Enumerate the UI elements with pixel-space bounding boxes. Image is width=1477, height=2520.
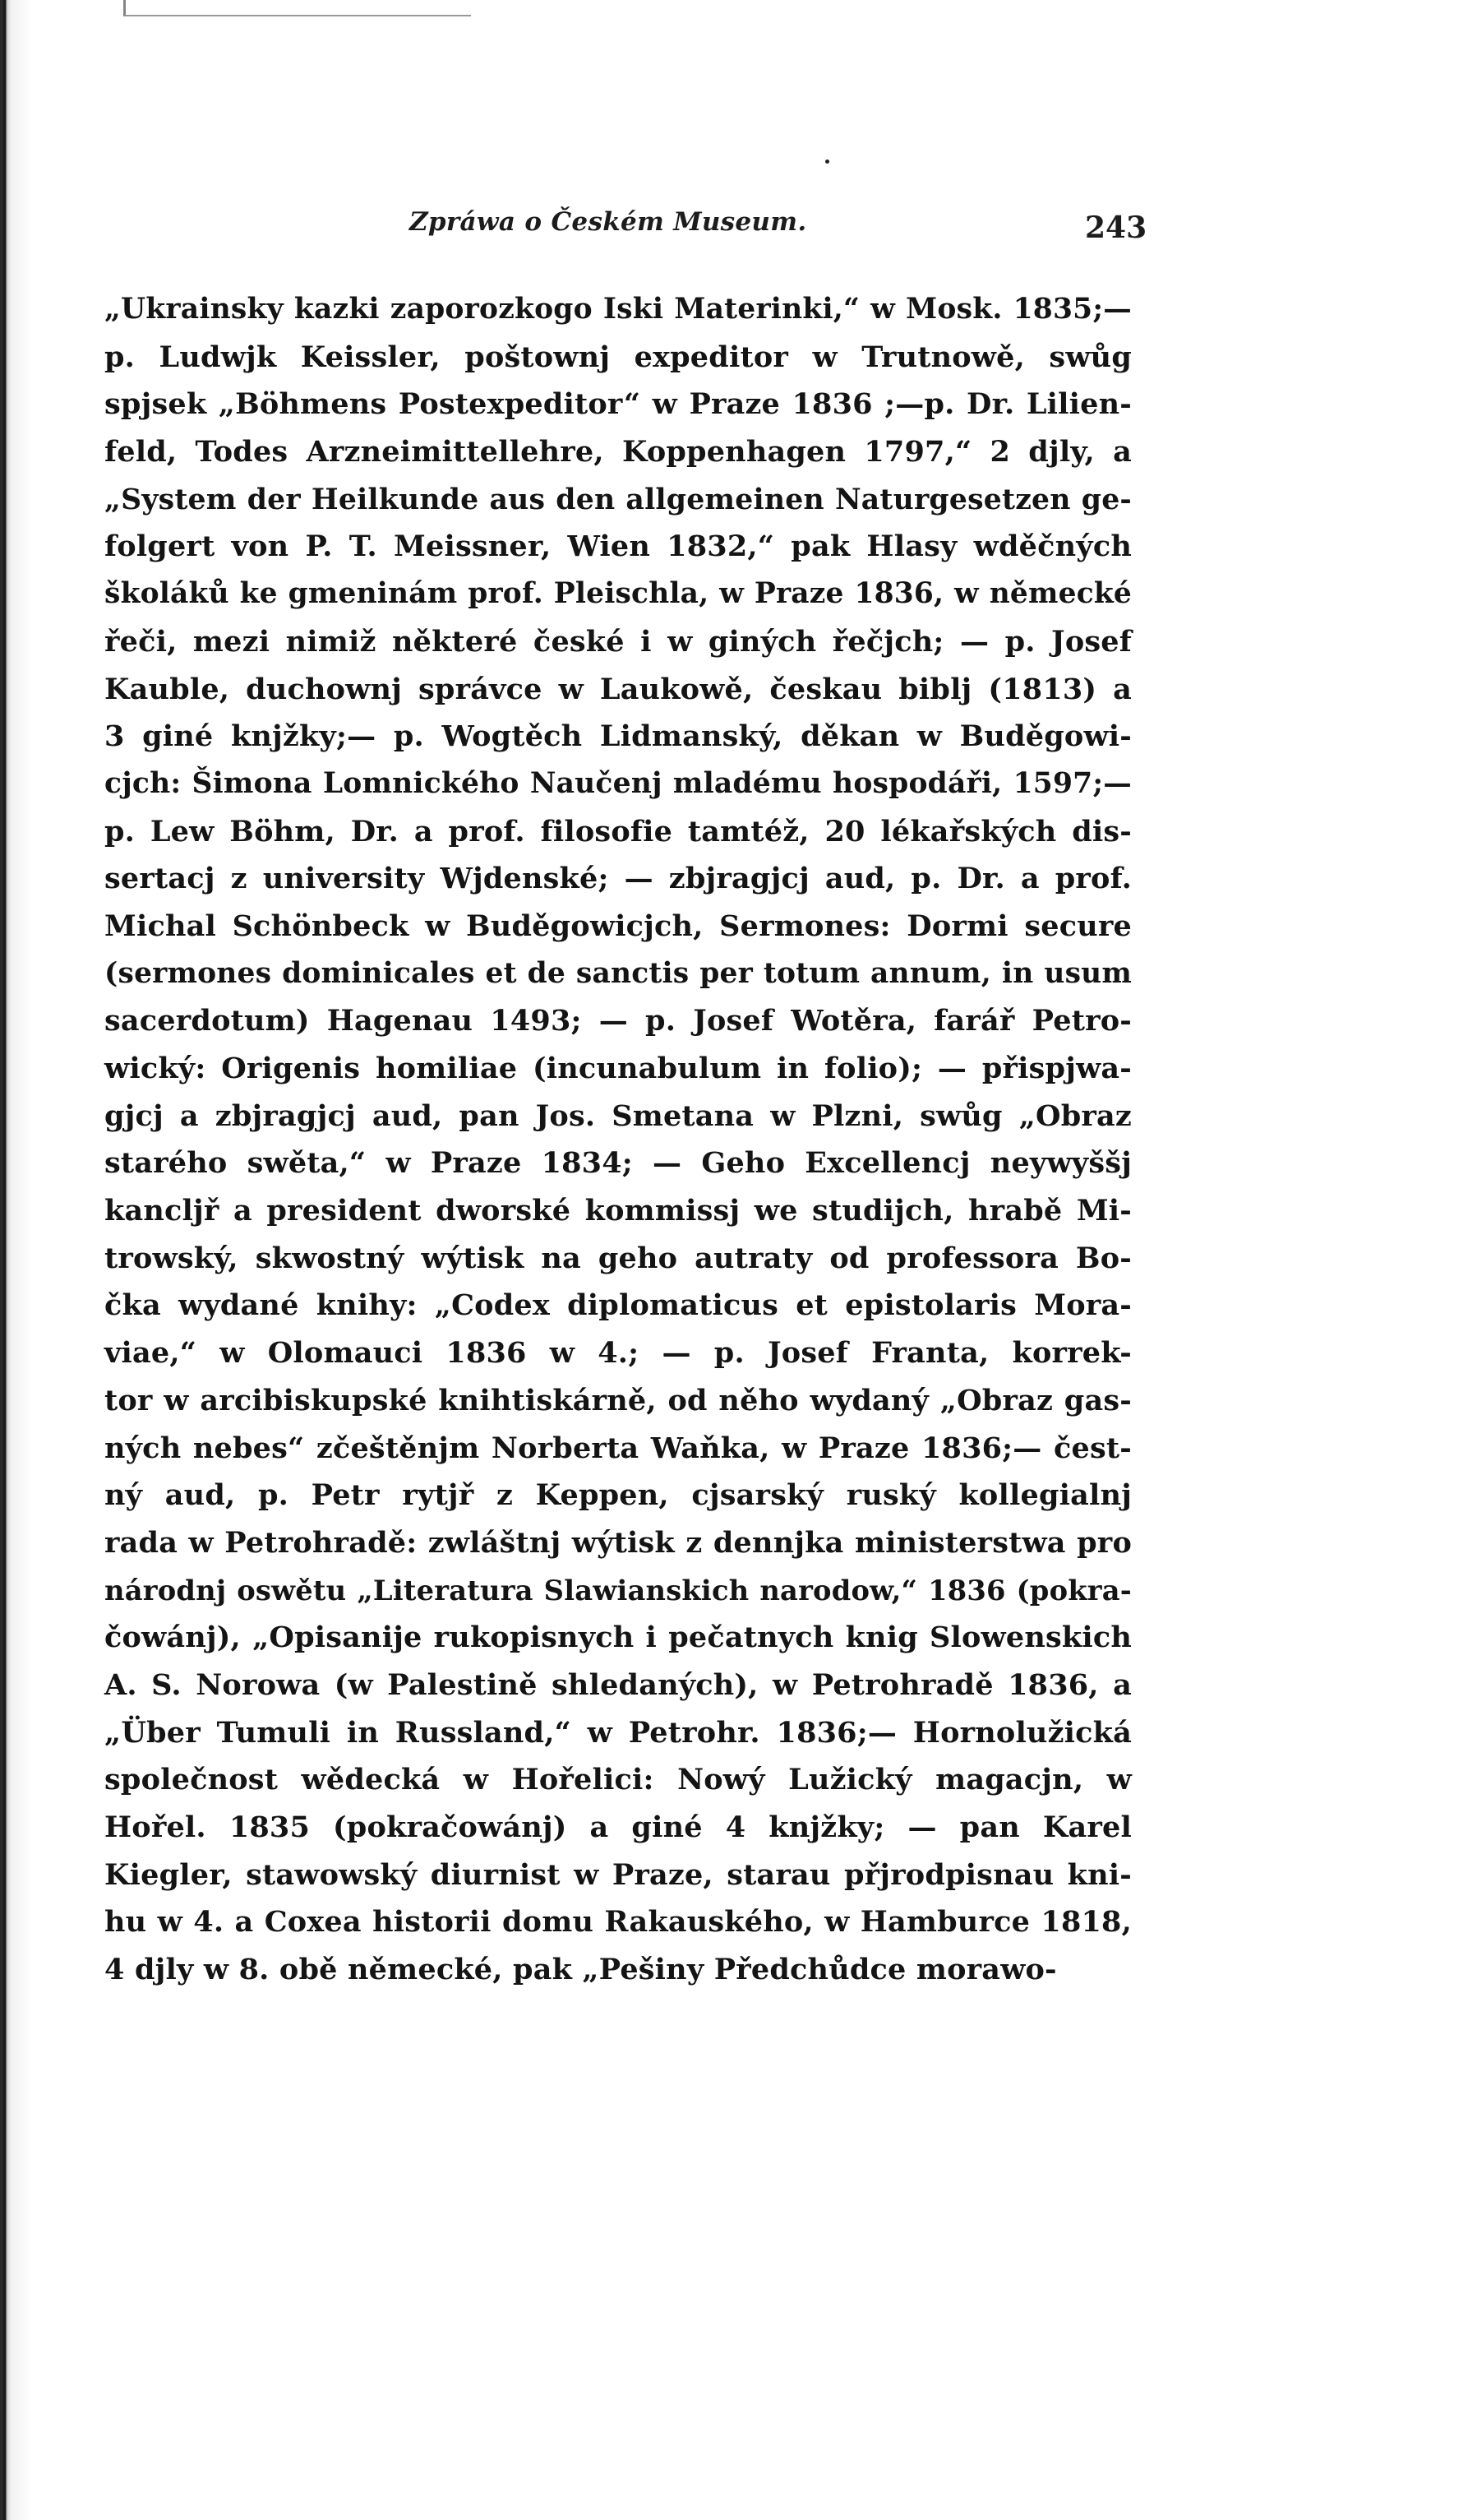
running-head: Zpráwa o Českém Museum. xyxy=(409,207,807,237)
text-line: školáků ke gmeninám prof. Pleischla, w Praze 1836, w německé xyxy=(104,577,1132,611)
text-line: wický: Origenis homiliae (incunabulum in folio); — přispjwa- xyxy=(104,1052,1132,1085)
text-line: ných nebes“ zčeštěnjm Norberta Waňka, w Praze 1836;— čest- xyxy=(104,1431,1132,1465)
text-line: řeči, mezi nimiž některé české i w giných řečjch; — p. Josef xyxy=(104,624,1132,659)
text-line: „Über Tumuli in Russland,“ w Petrohr. 1836;— Hornolužická xyxy=(104,1715,1132,1750)
text-line: Michal Schönbeck w Buděgowicjch, Sermones: Dormi secure xyxy=(104,909,1132,943)
text-line: sertacj z university Wjdenské; — zbjragjcj aud, p. Dr. a prof. xyxy=(104,862,1132,896)
page-body-text xyxy=(104,286,1132,1994)
text-line: čowánj), „Opisanije rukopisnych i pečatnych knig Slowenskich xyxy=(104,1621,1132,1655)
ink-speck xyxy=(825,160,829,164)
text-line: 4 djly w 8. obě německé, pak „Pešiny Předchůdce morawo- xyxy=(104,1953,1057,1987)
text-line: čka wydané knihy: „Codex diplomaticus et epistolaris Mora- xyxy=(104,1288,1132,1323)
scan-artifact-top xyxy=(123,0,471,16)
text-line: „System der Heilkunde aus den allgemeinen Naturgesetzen ge- xyxy=(104,482,1132,516)
text-line: 3 giné knjžky;— p. Wogtěch Lidmanský, děkan w Buděgowi- xyxy=(104,719,1132,754)
page-number: 243 xyxy=(1085,210,1147,245)
text-line: A. S. Norowa (w Palestině shledaných), w Petrohradě 1836, a xyxy=(104,1667,1132,1702)
text-line: sacerdotum) Hagenau 1493; — p. Josef Wotěra, farář Petro- xyxy=(104,1004,1132,1038)
text-line: tor w arcibiskupské knihtiskárně, od něho wydaný „Obraz gas- xyxy=(104,1383,1132,1417)
text-line: (sermones dominicales et de sanctis per totum annum, in usum xyxy=(104,956,1132,990)
text-line: spjsek „Böhmens Postexpeditor“ w Praze 1836 ;—p. Dr. Lilien- xyxy=(104,387,1132,422)
scanned-page-edge xyxy=(0,0,48,2520)
text-line: rada w Petrohradě: zwláštnj wýtisk z dennjka ministerstwa pro xyxy=(104,1525,1132,1560)
text-line: ný aud, p. Petr rytjř z Keppen, cjsarský ruský kollegialnj xyxy=(104,1478,1132,1513)
text-line: folgert von P. T. Meissner, Wien 1832,“ pak Hlasy wděčných xyxy=(104,529,1132,564)
text-line: „Ukrainsky kazki zaporozkogo Iski Materinki,“ w Mosk. 1835;— xyxy=(104,293,1132,326)
text-line: gjcj a zbjragjcj aud, pan Jos. Smetana w Plzni, swůg „Obraz xyxy=(104,1098,1132,1133)
text-line: kancljř a president dworské kommissj we studijch, hrabě Mi- xyxy=(104,1194,1132,1228)
text-line: p. Ludwjk Keissler, poštownj expeditor w Trutnowě, swůg xyxy=(104,340,1132,374)
text-line: národnj oswětu „Literatura Slawianskich narodow,“ 1836 (pokra- xyxy=(104,1573,1132,1607)
text-line: Kiegler, stawowský diurnist w Praze, starau přjrodpisnau kni- xyxy=(104,1857,1132,1892)
text-line: trowský, skwostný wýtisk na geho autraty od professora Bo- xyxy=(104,1241,1132,1275)
text-line: společnost wědecká w Hořelici: Nowý Lužický magacjn, w xyxy=(104,1763,1132,1797)
text-line: feld, Todes Arzneimittellehre, Koppenhagen 1797,“ 2 djly, a xyxy=(104,435,1132,469)
text-line: Hořel. 1835 (pokračowánj) a giné 4 knjžky; — pan Karel xyxy=(104,1810,1132,1844)
text-line: Kauble, duchownj správce w Laukowě, českau biblj (1813) a xyxy=(104,672,1132,706)
text-line: viae,“ w Olomauci 1836 w 4.; — p. Josef Franta, korrek- xyxy=(104,1336,1132,1371)
text-line: cjch: Šimona Lomnického Naučenj mladému hospodáři, 1597;— xyxy=(104,766,1132,800)
text-line: p. Lew Böhm, Dr. a prof. filosofie tamtéž, 20 lékařských dis- xyxy=(104,814,1132,848)
binding-shadow-line xyxy=(3,0,6,2520)
text-line: hu w 4. a Coxea historii domu Rakauského, w Hamburce 1818, xyxy=(104,1905,1132,1940)
text-line: starého swěta,“ w Praze 1834; — Geho Excellencj neywyššj xyxy=(104,1146,1132,1181)
